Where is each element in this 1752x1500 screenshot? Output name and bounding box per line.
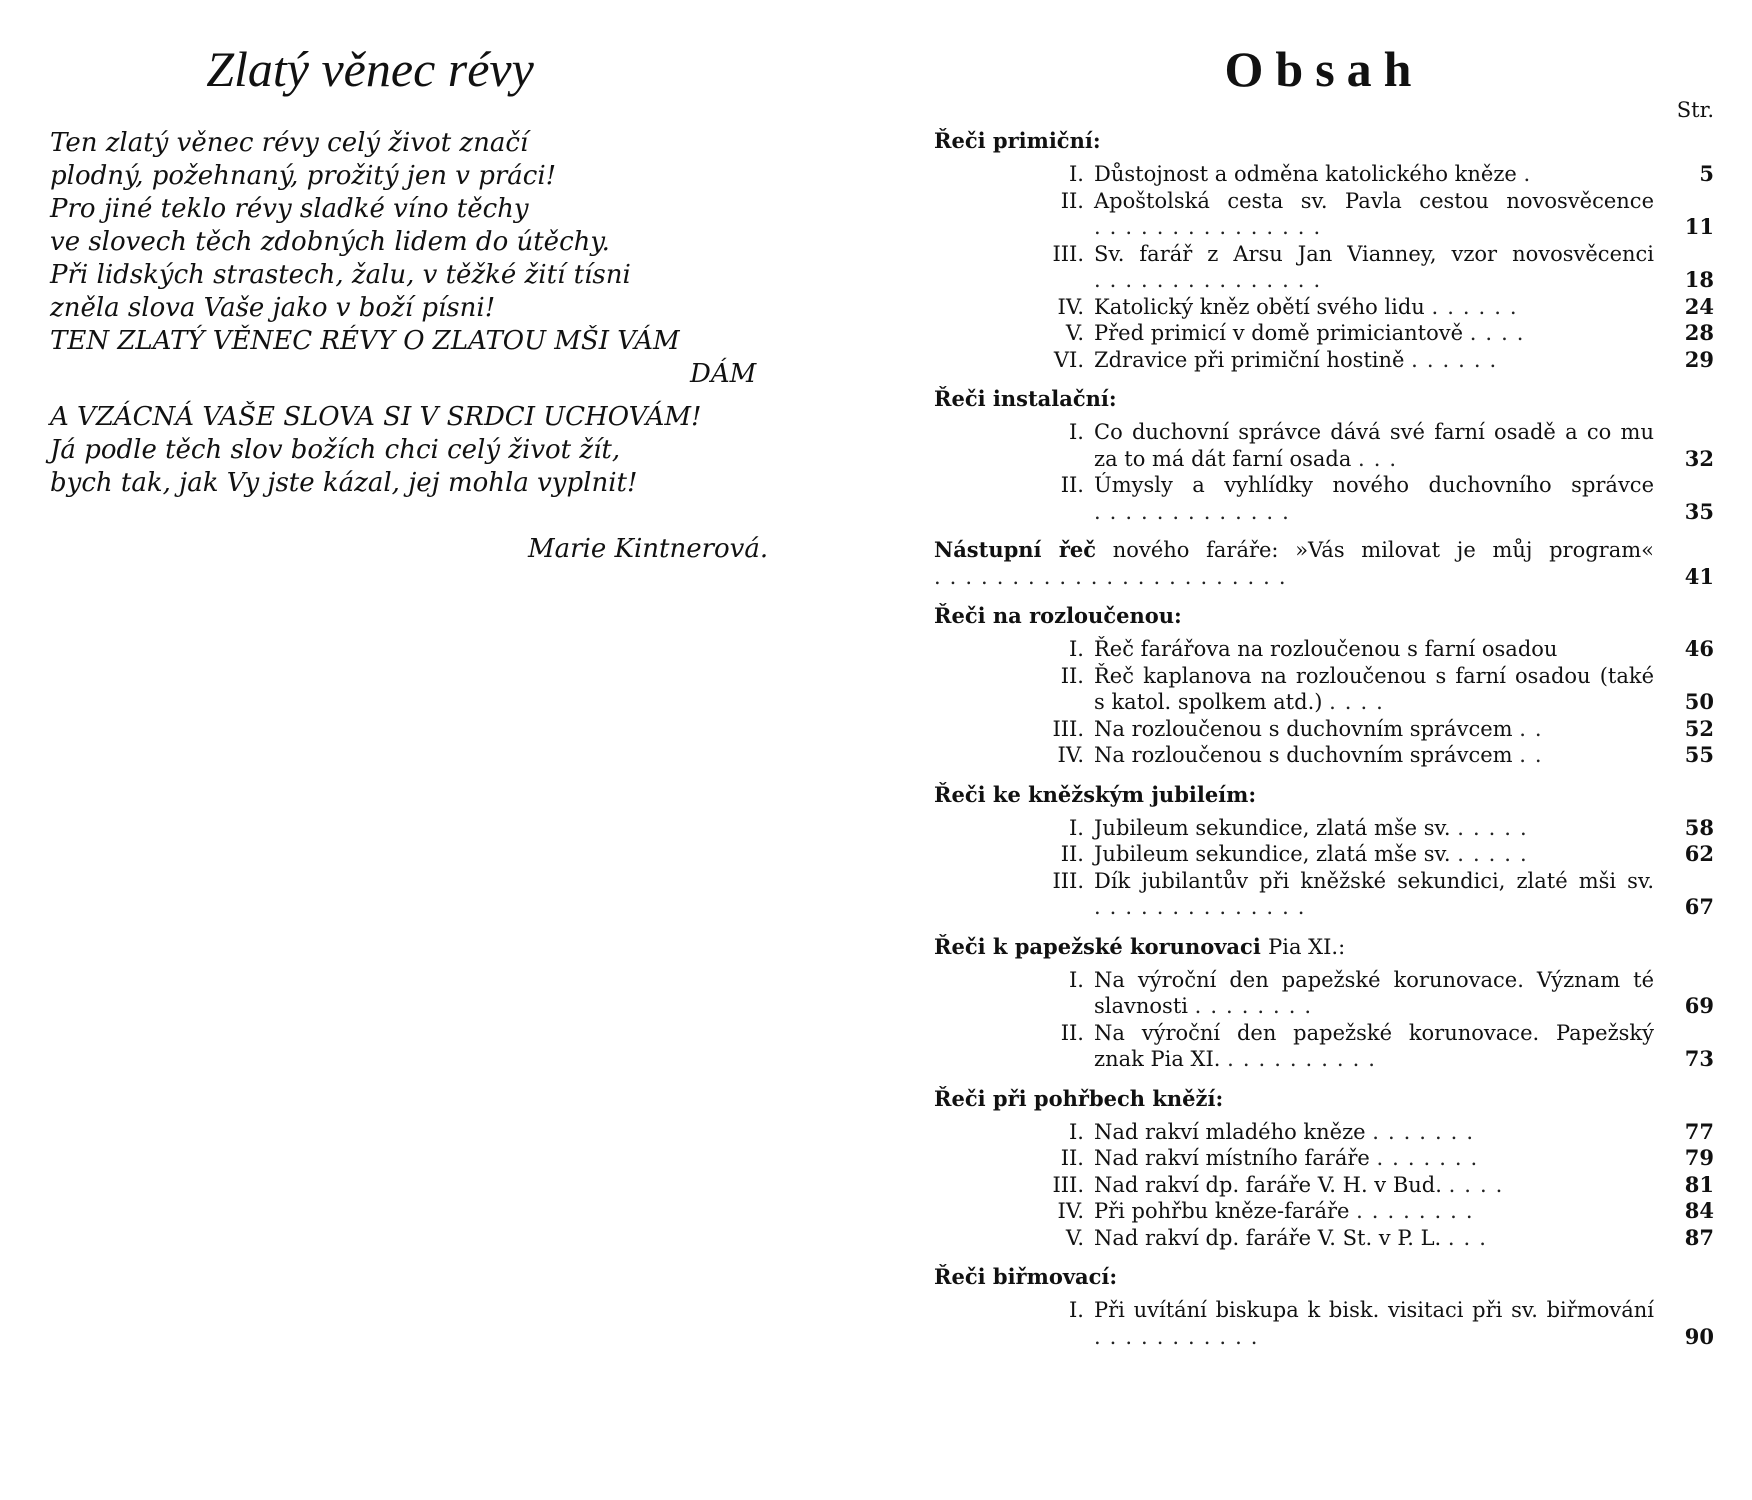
leader-dots: ........ (1194, 994, 1321, 1018)
entry-number: IV. (1057, 743, 1084, 767)
entry-number: I. (1069, 1119, 1084, 1144)
toc-entry (934, 868, 1714, 921)
entry-page: 73 (1684, 1046, 1714, 1071)
leader-dots: ...... (1431, 294, 1526, 319)
section-heading: Řeči na rozloučenou: (934, 603, 1182, 628)
entry-title: Při pohřbu kněze-faráře (1094, 1199, 1350, 1223)
entry-title: Co duchovní správce dává své farní osadě a co mu za to má dát farní osada (1094, 420, 1654, 471)
entry-title: Nad rakví mladého kněze (1094, 1119, 1366, 1144)
poem-line: DÁM (690, 359, 757, 389)
poem-line: Při lidských strastech, žalu, v těžké žití tísni (50, 260, 631, 290)
section-heading (934, 933, 1714, 961)
entry-number: V. (1065, 1225, 1084, 1250)
section-heading: Řeči při pohřbech kněží: (934, 1085, 1224, 1111)
entry-number: II. (1060, 842, 1084, 866)
leader-dots: .... (1329, 690, 1392, 714)
poem-line: bych tak, jak Vy jste kázal, jej mohla vyplnit! (50, 468, 638, 498)
poem-line: A VZÁCNÁ VAŠE SLOVA SI V SRDCI UCHOVÁM! (50, 402, 702, 432)
entry-number: IV. (1057, 294, 1084, 319)
toc-entry (934, 161, 1714, 188)
entry-number: V. (1065, 321, 1084, 345)
toc-entry (934, 636, 1714, 663)
entry-number: II. (1060, 1020, 1084, 1045)
entry-page: 32 (1684, 445, 1714, 471)
entry-number: I. (1069, 162, 1084, 186)
leader-dots: .. (1519, 716, 1551, 741)
leader-dots: ........ (1356, 1199, 1482, 1223)
poem-page (50, 42, 850, 564)
leader-dots: ... (1447, 1225, 1495, 1250)
toc-entry (934, 347, 1714, 374)
entry-page: 24 (1684, 293, 1714, 319)
toc-section (934, 1085, 1714, 1252)
section-heading: Řeči instalační: (934, 386, 1117, 411)
toc-section (934, 933, 1714, 1073)
poem-body (50, 127, 850, 500)
section-heading-suffix: Pia XI.: (1268, 934, 1346, 959)
entry-page: 29 (1684, 346, 1714, 372)
entry-page: 58 (1684, 814, 1714, 840)
leader-dots: ....................... (934, 564, 1295, 589)
entry-title: Nad rakví místního faráře (1094, 1146, 1370, 1170)
entry-number: III. (1052, 1172, 1084, 1197)
toc-section (934, 781, 1714, 921)
toc-entry (934, 1198, 1714, 1225)
poem-line: Pro jiné teklo révy sladké víno těchy (50, 194, 529, 224)
entry-title: Při uvítání biskupa k bisk. visitaci při sv. biřmování (1094, 1298, 1654, 1322)
entry-number: I. (1069, 815, 1084, 840)
leader-dots: ....... (1376, 1146, 1487, 1170)
entry-page: 69 (1684, 993, 1714, 1018)
toc-entry (934, 716, 1714, 743)
entry-page: 11 (1684, 214, 1714, 239)
entry-page: 28 (1684, 320, 1714, 345)
entry-title: Řeč kaplanova na rozloučenou s farní osadou (také s katol. spolkem atd.) (1094, 663, 1654, 714)
entry-number: III. (1052, 241, 1084, 266)
toc-page (934, 42, 1714, 1350)
poem-title: Zlatý věnec révy (206, 41, 534, 97)
leader-dots: .............. (1094, 895, 1314, 919)
toc-entry (934, 1145, 1714, 1172)
entry-page: 55 (1684, 742, 1714, 767)
entry-page: 41 (1684, 563, 1714, 589)
entry-number: I. (1069, 967, 1084, 992)
toc-section (934, 537, 1714, 590)
entry-number: III. (1052, 868, 1084, 893)
entry-title: Katolický kněz obětí svého lidu (1094, 294, 1425, 319)
section-heading: Řeči ke kněžským jubileím: (934, 781, 1257, 807)
toc-title: Obsah (1224, 41, 1424, 97)
entry-page: 35 (1684, 498, 1714, 524)
entry-number: I. (1069, 420, 1084, 444)
entry-title: Sv. farář z Arsu Jan Vianney, vzor novosvěcenci (1094, 241, 1654, 266)
poem-line: ve slovech těch zdobných lidem do útěchy. (50, 227, 610, 257)
entry-title: Před primicí v domě primiciantově (1094, 321, 1464, 345)
entry-title: nového faráře: »Vás milovat je můj program« (1112, 538, 1654, 562)
entry-title: Zdravice při primiční hostině (1094, 347, 1405, 372)
entry-page: 46 (1684, 636, 1714, 661)
toc-entry (934, 537, 1714, 590)
entry-number: II. (1060, 1146, 1084, 1170)
entry-title: Na rozloučenou s duchovním správcem (1094, 743, 1513, 767)
entry-number: III. (1052, 716, 1084, 741)
entry-page: 62 (1684, 841, 1714, 866)
toc-entry (934, 472, 1714, 525)
leader-dots: ............. (1094, 499, 1298, 524)
entry-title: Dík jubilantův při kněžské sekundici, zlaté mši sv. (1094, 868, 1654, 893)
leader-dots: ..... (1457, 842, 1536, 866)
entry-title: Jubileum sekundice, zlatá mše sv. (1094, 842, 1451, 866)
toc-section (934, 1263, 1714, 1350)
leader-dots: ............... (1094, 268, 1330, 292)
toc-entry (934, 294, 1714, 321)
entry-page: 52 (1684, 715, 1714, 741)
entry-title: Jubileum sekundice, zlatá mše sv. (1094, 815, 1451, 840)
toc-entry (934, 1020, 1714, 1073)
entry-page: 79 (1684, 1145, 1714, 1170)
entry-number: IV. (1057, 1199, 1084, 1223)
section-heading: Řeči biřmovací: (934, 1264, 1118, 1289)
entry-page: 81 (1684, 1171, 1714, 1197)
entry-title: Řeč farářova na rozloučenou s farní osadou (1094, 637, 1558, 661)
poem-line: plodný, požehnaný, prožitý jen v práci! (50, 161, 557, 191)
toc-entry (934, 188, 1714, 241)
poem-line: zněla slova Vaše jako v boží písni! (50, 293, 496, 323)
entry-number: II. (1060, 188, 1084, 213)
toc-entry (934, 1119, 1714, 1146)
toc-entry (934, 663, 1714, 716)
entry-page: 50 (1684, 689, 1714, 714)
toc-entry (934, 742, 1714, 769)
entry-number: II. (1060, 663, 1084, 688)
leader-dots: ....... (1372, 1119, 1483, 1144)
entry-page: 87 (1684, 1224, 1714, 1250)
leader-dots: ... (1358, 446, 1406, 471)
entry-title: Apoštolská cesta sv. Pavla cestou novosvěcence (1094, 188, 1654, 213)
toc-section (934, 127, 1714, 373)
entry-number: II. (1060, 473, 1084, 497)
toc-entry (934, 1172, 1714, 1199)
entry-page: 90 (1684, 1323, 1714, 1349)
entry-title: Na rozloučenou s duchovním správcem (1094, 716, 1513, 741)
entry-title: Na výroční den papežské korunovace. Papežský znak Pia XI. (1094, 1020, 1654, 1071)
leader-dots: . (1523, 162, 1540, 186)
poem-author: Marie Kintnerová. (528, 534, 769, 564)
toc-entry (934, 967, 1714, 1020)
poem-line: TEN ZLATÝ VĚNEC RÉVY O ZLATOU MŠI VÁM (50, 326, 680, 356)
toc-entry (934, 320, 1714, 347)
entry-number: VI. (1053, 347, 1084, 372)
leader-dots: .... (1469, 321, 1533, 345)
entry-title: Úmysly a vyhlídky nového duchovního správce (1094, 473, 1654, 497)
entry-page: 5 (1699, 161, 1714, 186)
toc-entry (934, 815, 1714, 842)
entry-number: I. (1069, 637, 1084, 661)
toc-section (934, 602, 1714, 769)
entry-title: Nad rakví dp. faráře V. H. v Bud. (1094, 1172, 1442, 1197)
entry-title: Na výroční den papežské korunovace. Význam té slavnosti (1094, 967, 1654, 1018)
toc-entry (934, 241, 1714, 294)
leader-dots: .......... (1227, 1047, 1384, 1071)
entry-title: Nad rakví dp. faráře V. St. v P. L. (1094, 1225, 1442, 1250)
leader-dots: ...... (1411, 347, 1506, 372)
leader-dots: ..... (1457, 815, 1536, 840)
entry-page: 67 (1684, 894, 1714, 919)
poem-line: Ten zlatý věnec révy celý život značí (50, 128, 529, 158)
leader-dots: .... (1448, 1172, 1512, 1197)
poem-line: Já podle těch slov božích chci celý život žít, (50, 435, 621, 465)
entry-page: 18 (1684, 267, 1714, 292)
page-column-label: Str. (1676, 98, 1714, 122)
toc-section (934, 385, 1714, 525)
entry-number: I. (1069, 1298, 1084, 1322)
leader-dots: ........... (1094, 1324, 1267, 1349)
entry-page: 77 (1684, 1118, 1714, 1144)
entry-title: Důstojnost a odměna katolického kněze (1094, 162, 1517, 186)
leader-dots: ............... (1094, 215, 1330, 239)
toc-entry (934, 1225, 1714, 1252)
toc-entry (934, 841, 1714, 868)
section-heading: Řeči primiční: (934, 128, 1101, 153)
section-heading-text: Řeči k papežské korunovaci (934, 933, 1261, 959)
toc-entry (934, 419, 1714, 472)
toc-entry (934, 1297, 1714, 1350)
leader-dots: .. (1519, 743, 1551, 767)
entry-page: 84 (1684, 1198, 1714, 1223)
section-heading: Nástupní řeč (934, 537, 1097, 562)
